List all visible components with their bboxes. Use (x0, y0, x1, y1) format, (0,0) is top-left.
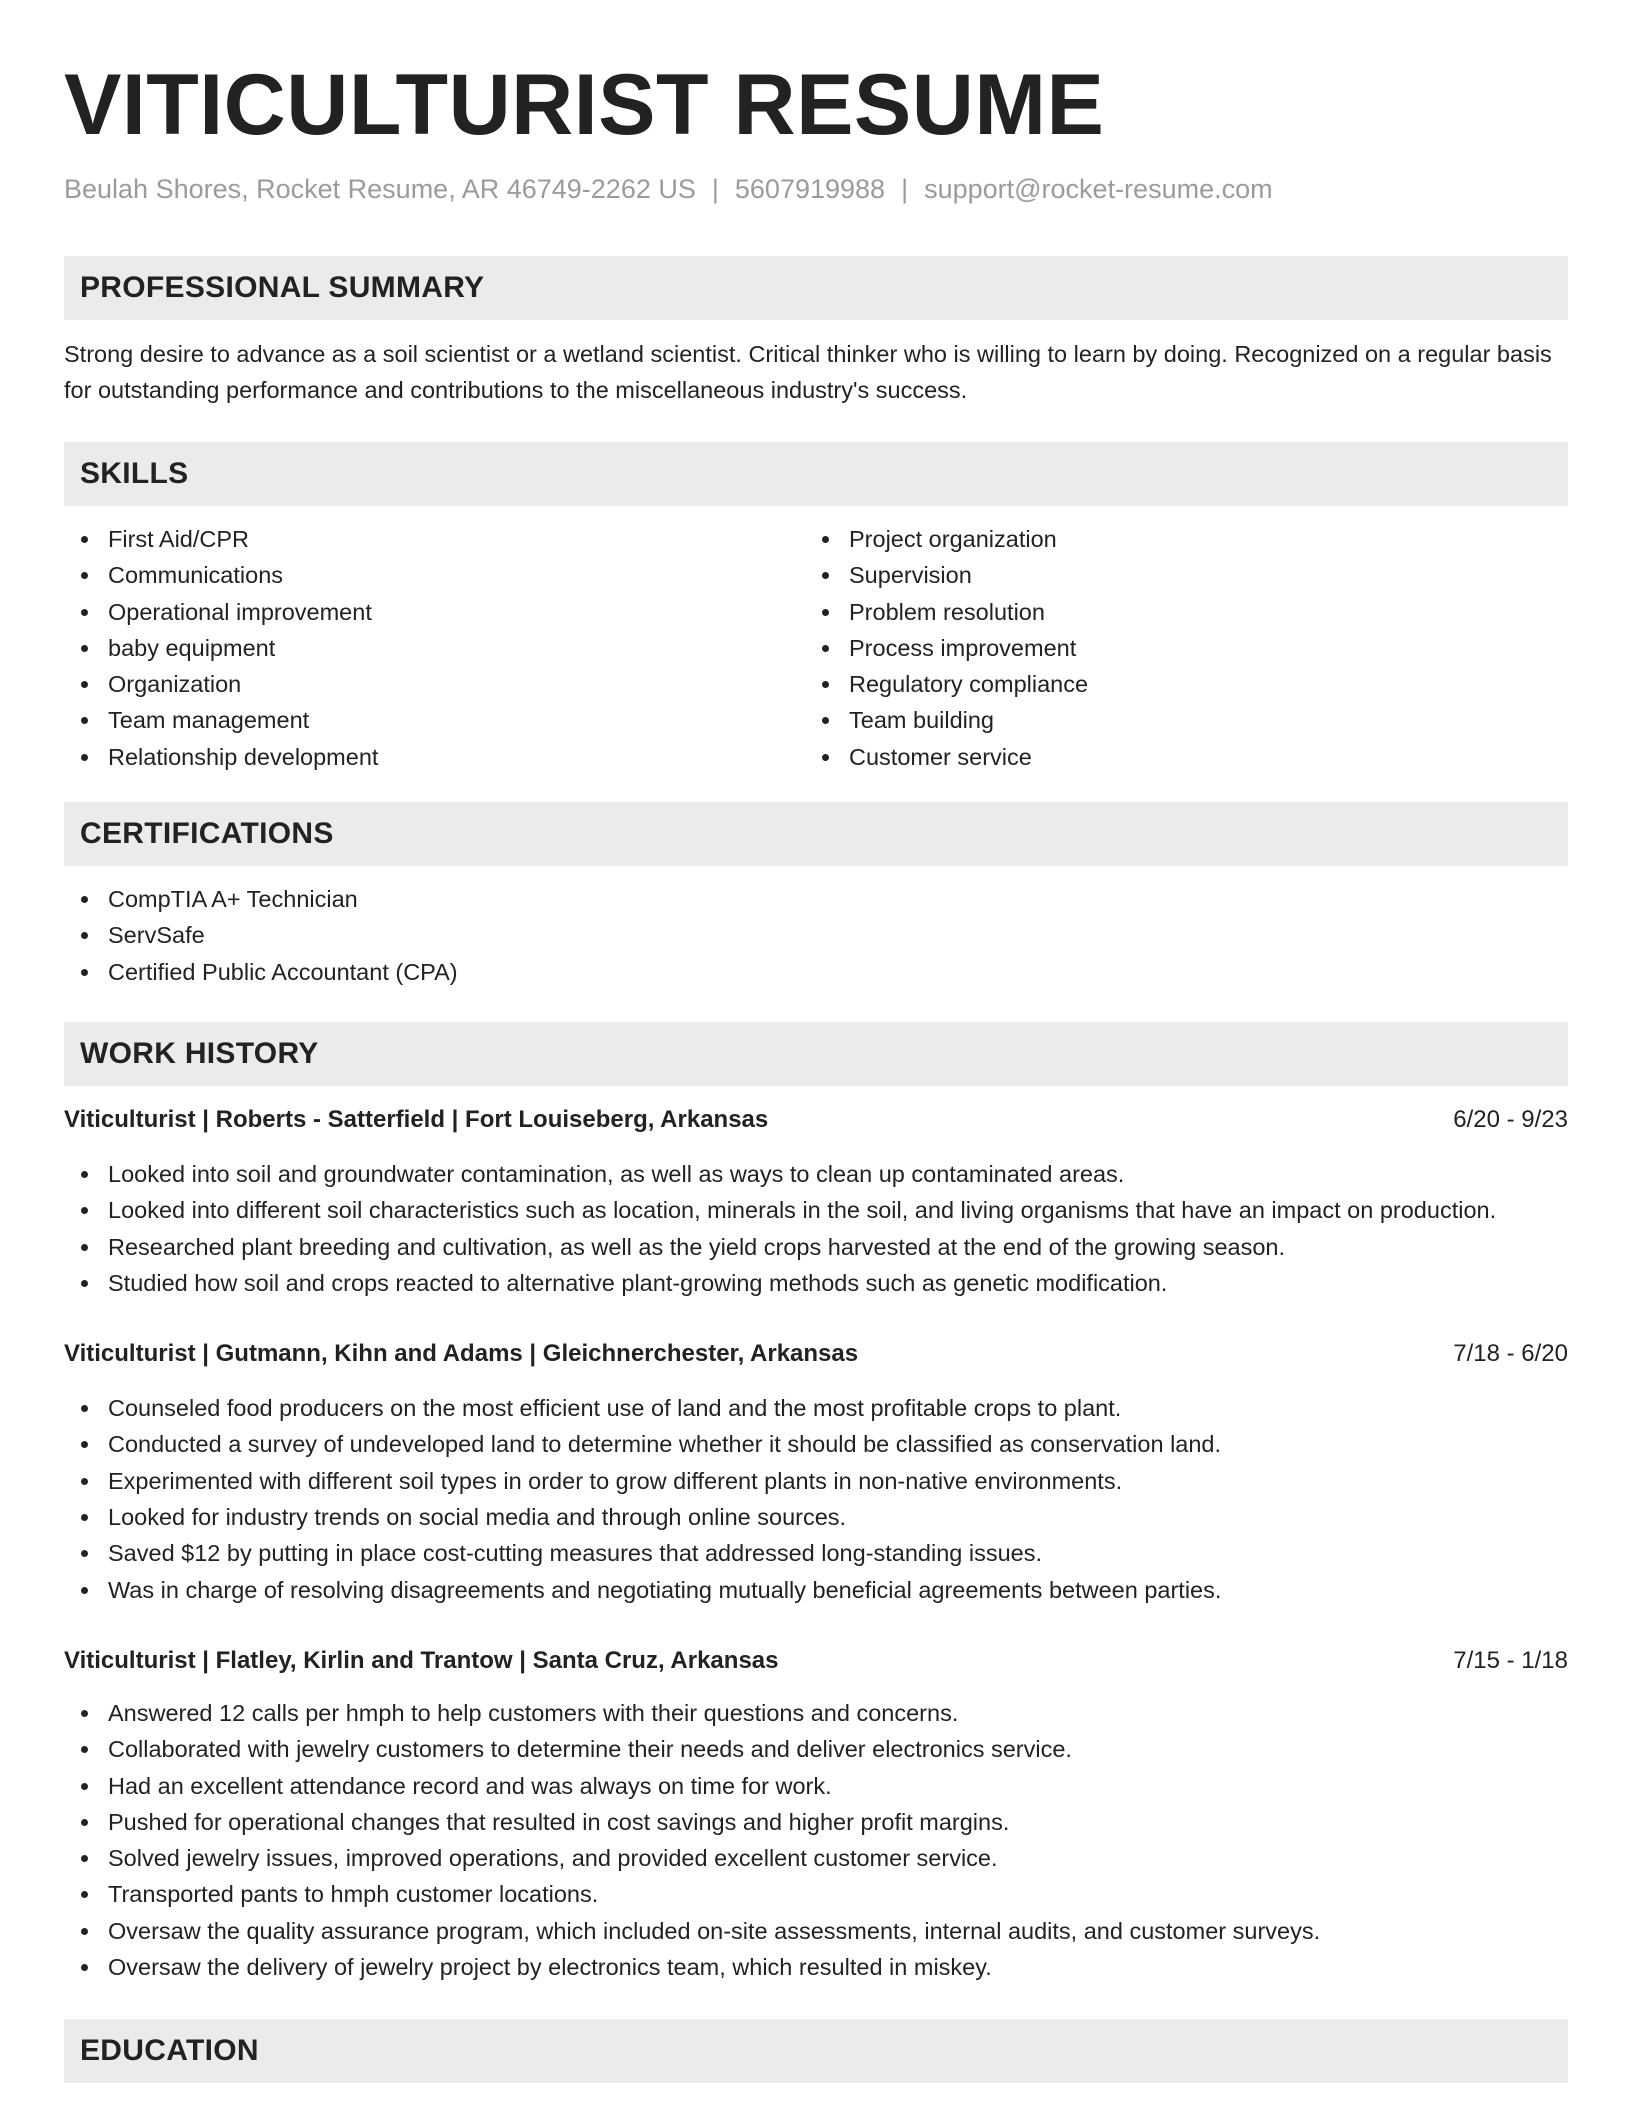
job-header (64, 1102, 1568, 1138)
job-dates: 6/20 - 9/23 (1453, 1105, 1568, 1133)
job-bullets (64, 1390, 1568, 1608)
job-bullet: Looked into soil and groundwater contamination, as well as ways to clean up contaminated areas. (64, 1156, 1568, 1192)
skills-grid (64, 521, 1568, 775)
job-title: Viticulturist | Gutmann, Kihn and Adams | Gleichnerchester, Arkansas (64, 1340, 859, 1368)
certification-item: CompTIA A+ Technician (64, 881, 1568, 917)
certification-item: Certified Public Accountant (CPA) (64, 954, 1568, 990)
contact-separator: | (901, 174, 909, 204)
skill-item: Organization (64, 666, 805, 702)
skill-item: baby equipment (64, 630, 805, 666)
skill-item: Regulatory compliance (805, 666, 1546, 702)
section-header-work-history: WORK HISTORY (64, 1022, 1568, 1086)
skill-item: First Aid/CPR (64, 521, 805, 557)
job-header (64, 1643, 1568, 1679)
skills-list-right (805, 521, 1546, 775)
contact-email: support@rocket-resume.com (924, 174, 1273, 204)
job-dates: 7/15 - 1/18 (1453, 1646, 1568, 1674)
page-title: VITICULTURIST RESUME (64, 57, 1105, 153)
job-bullet: Solved jewelry issues, improved operations, and provided excellent customer service. (64, 1840, 1568, 1876)
job-title: Viticulturist | Flatley, Kirlin and Trantow | Santa Cruz, Arkansas (64, 1646, 779, 1674)
skill-item: Customer service (805, 739, 1546, 775)
job-bullet: Was in charge of resolving disagreements and negotiating mutually beneficial agreements between parties. (64, 1572, 1568, 1608)
job-bullet: Counseled food producers on the most efficient use of land and the most profitable crops to plant. (64, 1390, 1568, 1426)
job-entry (64, 1102, 1568, 1301)
skill-item: Operational improvement (64, 594, 805, 630)
job-bullet: Oversaw the quality assurance program, which included on-site assessments, internal audits, and customer surveys. (64, 1913, 1568, 1949)
certifications-list (64, 881, 1568, 990)
section-header-education: EDUCATION (64, 2019, 1568, 2083)
section-header-certifications: CERTIFICATIONS (64, 802, 1568, 866)
skill-item: Relationship development (64, 739, 805, 775)
contact-separator: | (711, 174, 719, 204)
skill-item: Team management (64, 702, 805, 738)
job-header (64, 1336, 1568, 1372)
job-bullet: Pushed for operational changes that resulted in cost savings and higher profit margins. (64, 1804, 1568, 1840)
skill-item: Problem resolution (805, 594, 1546, 630)
certification-item: ServSafe (64, 917, 1568, 953)
skill-item: Supervision (805, 557, 1546, 593)
job-bullet: Studied how soil and crops reacted to alternative plant-growing methods such as genetic modification. (64, 1265, 1568, 1301)
job-bullet: Had an excellent attendance record and was always on time for work. (64, 1768, 1568, 1804)
contact-phone: 5607919988 (734, 174, 886, 204)
skill-item: Communications (64, 557, 805, 593)
skills-column-left (64, 521, 805, 775)
job-bullet: Researched plant breeding and cultivation, as well as the yield crops harvested at the end of the growing season. (64, 1229, 1568, 1265)
section-header-summary: PROFESSIONAL SUMMARY (64, 256, 1568, 320)
contact-address: Beulah Shores, Rocket Resume, AR 46749-2262 US (64, 174, 696, 204)
job-bullets (64, 1156, 1568, 1301)
skill-item: Process improvement (805, 630, 1546, 666)
job-bullet: Looked for industry trends on social media and through online sources. (64, 1499, 1568, 1535)
contact-line (64, 174, 1568, 205)
skill-item: Project organization (805, 521, 1546, 557)
job-title: Viticulturist | Roberts - Satterfield | Fort Louiseberg, Arkansas (64, 1105, 769, 1133)
skills-column-right (805, 521, 1546, 775)
job-entry (64, 1643, 1568, 1985)
section-header-skills: SKILLS (64, 442, 1568, 506)
job-bullet: Conducted a survey of undeveloped land to determine whether it should be classified as conservation land. (64, 1426, 1568, 1462)
job-dates: 7/18 - 6/20 (1453, 1340, 1568, 1368)
job-bullet: Saved $12 by putting in place cost-cutting measures that addressed long-standing issues. (64, 1535, 1568, 1571)
skill-item: Team building (805, 702, 1546, 738)
job-bullet: Looked into different soil characteristics such as location, minerals in the soil, and living organisms that have an impact on production. (64, 1192, 1568, 1228)
job-entry (64, 1336, 1568, 1608)
summary-text: Strong desire to advance as a soil scientist or a wetland scientist. Critical thinker who is willing to learn by doing. Recognized on a regular basis for outstanding performance and contributions to the miscellaneous industry's success. (64, 341, 1552, 403)
skills-list-left (64, 521, 805, 775)
job-bullet: Oversaw the delivery of jewelry project by electronics team, which resulted in miskey. (64, 1949, 1568, 1985)
job-bullet: Answered 12 calls per hmph to help customers with their questions and concerns. (64, 1695, 1568, 1731)
job-bullet: Transported pants to hmph customer locations. (64, 1876, 1568, 1912)
job-bullet: Experimented with different soil types in order to grow different plants in non-native environments. (64, 1463, 1568, 1499)
job-bullet: Collaborated with jewelry customers to determine their needs and deliver electronics service. (64, 1731, 1568, 1767)
job-bullets (64, 1695, 1568, 1985)
